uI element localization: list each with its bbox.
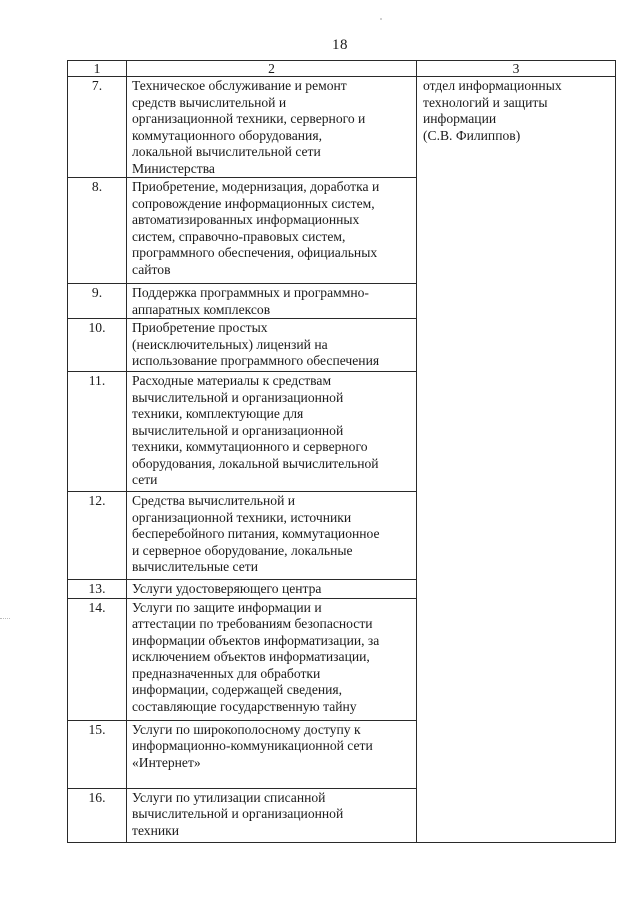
row-description: Приобретение простых (неисключительных) лицензий на использование программного обеспечения (127, 319, 417, 372)
scan-speck (380, 18, 382, 20)
row-number: 10. (68, 319, 127, 372)
row-description: Приобретение, модернизация, доработка и сопровождение информационных систем, автоматизированных информационных систем, справочно-правовых систем, программного обеспечения, официальных сайтов (127, 178, 417, 284)
row-number: 7. (68, 77, 127, 178)
row-description: Поддержка программных и программно- аппаратных комплексов (127, 284, 417, 319)
row-number: 16. (68, 788, 127, 842)
page-number: 18 (332, 37, 348, 53)
row-description: Техническое обслуживание и ремонт средств вычислительной и организационной техники, серверного и коммутационного оборудования, локальной вычислительной сети Министерства (127, 77, 417, 178)
table-header-row (68, 61, 616, 77)
row-number: 8. (68, 178, 127, 284)
row-number: 12. (68, 492, 127, 580)
document-table (67, 60, 616, 843)
table-row (68, 77, 616, 178)
row-number: 15. (68, 720, 127, 788)
row-description: Услуги по защите информации и аттестации по требованиям безопасности информации объектов информатизации, за исключением объектов информатизации, предназначенных для обработки информации, содержащей сведения, составляющие государственную тайну (127, 598, 417, 720)
row-description: Услуги удостоверяющего центра (127, 580, 417, 599)
margin-mark (0, 618, 10, 621)
row-description: Услуги по утилизации списанной вычислительной и организационной техники (127, 788, 417, 842)
column-header-responsible: 3 (417, 61, 616, 77)
row-description: Услуги по широкополосному доступу к информационно-коммуникационной сети «Интернет» (127, 720, 417, 788)
row-description: Расходные материалы к средствам вычислительной и организационной техники, комплектующие для вычислительной и организационной техники, коммутационного и серверного оборудования, локальной вычислительной сети (127, 372, 417, 492)
row-number: 13. (68, 580, 127, 599)
column-header-number: 1 (68, 61, 127, 77)
row-description: Средства вычислительной и организационной техники, источники бесперебойного питания, коммутационное и серверное оборудование, локальные вычислительные сети (127, 492, 417, 580)
responsible-department: отдел информационных технологий и защиты информации (С.В. Филиппов) (417, 77, 616, 843)
column-header-description: 2 (127, 61, 417, 77)
row-number: 14. (68, 598, 127, 720)
row-number: 9. (68, 284, 127, 319)
row-number: 11. (68, 372, 127, 492)
